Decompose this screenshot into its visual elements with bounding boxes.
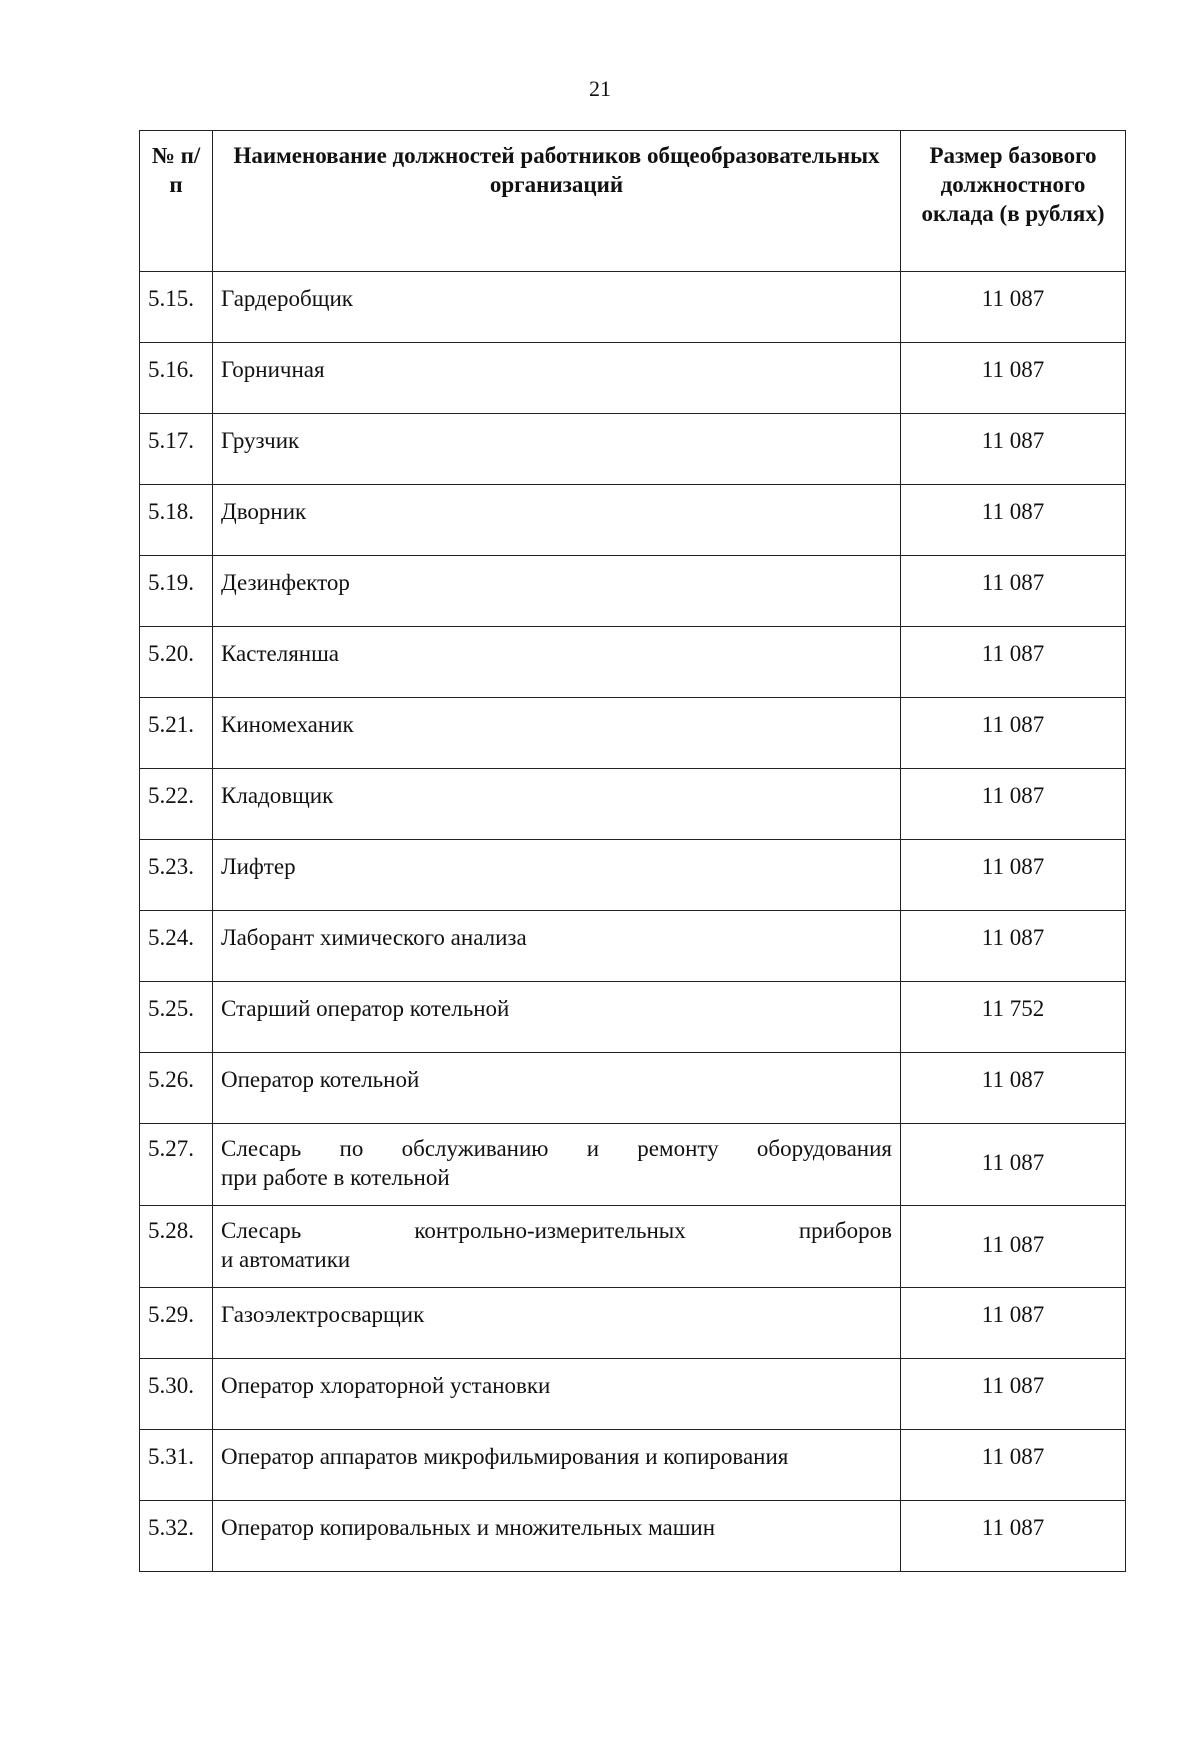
header-name: Наименование должностей работников общеобразовательных организаций bbox=[213, 131, 901, 272]
salary-amount: 11 087 bbox=[901, 1430, 1126, 1501]
table-row bbox=[140, 1501, 1126, 1572]
row-number: 5.22. bbox=[140, 769, 213, 840]
salary-amount: 11 087 bbox=[901, 627, 1126, 698]
salary-amount: 11 087 bbox=[901, 698, 1126, 769]
table-header-row bbox=[140, 131, 1126, 272]
row-number: 5.20. bbox=[140, 627, 213, 698]
salary-amount: 11 087 bbox=[901, 1288, 1126, 1359]
salary-amount: 11 087 bbox=[901, 1053, 1126, 1124]
row-number: 5.15. bbox=[140, 272, 213, 343]
row-number: 5.19. bbox=[140, 556, 213, 627]
salary-amount: 11 087 bbox=[901, 343, 1126, 414]
position-name: Киномеханик bbox=[213, 698, 901, 769]
row-number: 5.23. bbox=[140, 840, 213, 911]
row-number: 5.25. bbox=[140, 982, 213, 1053]
table-row bbox=[140, 769, 1126, 840]
position-name: Дезинфектор bbox=[213, 556, 901, 627]
header-amount: Размер базового должностного оклада (в рублях) bbox=[901, 131, 1126, 272]
position-name: Гардеробщик bbox=[213, 272, 901, 343]
row-number: 5.18. bbox=[140, 485, 213, 556]
position-name-line-2: и автоматики bbox=[221, 1247, 351, 1272]
row-number: 5.16. bbox=[140, 343, 213, 414]
position-name: Оператор копировальных и множительных машин bbox=[213, 1501, 901, 1572]
position-name: Оператор хлораторной установки bbox=[213, 1359, 901, 1430]
position-name: Старший оператор котельной bbox=[213, 982, 901, 1053]
salary-amount: 11 087 bbox=[901, 1359, 1126, 1430]
table-row bbox=[140, 698, 1126, 769]
salary-amount: 11 087 bbox=[901, 840, 1126, 911]
salary-amount: 11 087 bbox=[901, 1501, 1126, 1572]
table-row bbox=[140, 982, 1126, 1053]
row-number: 5.21. bbox=[140, 698, 213, 769]
row-number: 5.31. bbox=[140, 1430, 213, 1501]
table-row bbox=[140, 272, 1126, 343]
position-name: Газоэлектросварщик bbox=[213, 1288, 901, 1359]
table-row bbox=[140, 1359, 1126, 1430]
salary-amount: 11 087 bbox=[901, 485, 1126, 556]
table-row bbox=[140, 1206, 1126, 1288]
salary-amount: 11 087 bbox=[901, 556, 1126, 627]
row-number: 5.28. bbox=[140, 1206, 213, 1288]
position-name: Оператор аппаратов микрофильмирования и копирования bbox=[213, 1430, 901, 1501]
position-name: Лаборант химического анализа bbox=[213, 911, 901, 982]
salary-amount: 11 087 bbox=[901, 1124, 1126, 1206]
table-row bbox=[140, 840, 1126, 911]
page-number: 21 bbox=[589, 76, 611, 101]
table-row bbox=[140, 1053, 1126, 1124]
table-row bbox=[140, 343, 1126, 414]
table-row bbox=[140, 1124, 1126, 1206]
position-name-line-1: Слесарь контрольно-измерительных приборов bbox=[221, 1218, 892, 1243]
salary-amount: 11 087 bbox=[901, 911, 1126, 982]
table-row bbox=[140, 911, 1126, 982]
table-row bbox=[140, 1288, 1126, 1359]
position-name: Лифтер bbox=[213, 840, 901, 911]
table-row bbox=[140, 627, 1126, 698]
row-number: 5.24. bbox=[140, 911, 213, 982]
table-row bbox=[140, 485, 1126, 556]
position-name: Оператор котельной bbox=[213, 1053, 901, 1124]
salary-amount: 11 752 bbox=[901, 982, 1126, 1053]
salary-amount: 11 087 bbox=[901, 414, 1126, 485]
position-name: Грузчик bbox=[213, 414, 901, 485]
row-number: 5.17. bbox=[140, 414, 213, 485]
table-row bbox=[140, 1430, 1126, 1501]
table-row bbox=[140, 414, 1126, 485]
salary-amount: 11 087 bbox=[901, 272, 1126, 343]
header-num: № п/п bbox=[140, 131, 213, 272]
table-row bbox=[140, 556, 1126, 627]
row-number: 5.26. bbox=[140, 1053, 213, 1124]
row-number: 5.27. bbox=[140, 1124, 213, 1206]
position-name bbox=[213, 1124, 901, 1206]
salary-table bbox=[139, 130, 1126, 1572]
position-name: Кладовщик bbox=[213, 769, 901, 840]
position-name: Дворник bbox=[213, 485, 901, 556]
salary-amount: 11 087 bbox=[901, 1206, 1126, 1288]
row-number: 5.29. bbox=[140, 1288, 213, 1359]
position-name: Кастелянша bbox=[213, 627, 901, 698]
position-name-line-1: Слесарь по обслуживанию и ремонту оборудования bbox=[221, 1136, 892, 1161]
position-name: Горничная bbox=[213, 343, 901, 414]
row-number: 5.30. bbox=[140, 1359, 213, 1430]
salary-amount: 11 087 bbox=[901, 769, 1126, 840]
row-number: 5.32. bbox=[140, 1501, 213, 1572]
position-name bbox=[213, 1206, 901, 1288]
position-name-line-2: при работе в котельной bbox=[221, 1165, 450, 1190]
